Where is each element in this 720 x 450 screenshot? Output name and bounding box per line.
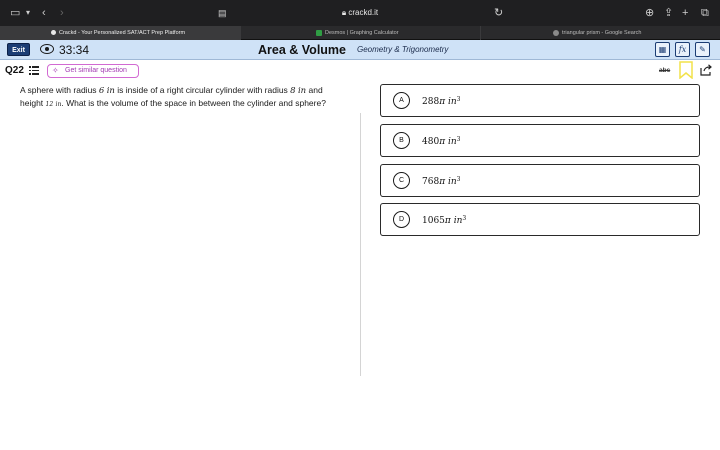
timer: 33:34	[59, 43, 90, 57]
choice-letter: A	[393, 92, 410, 109]
question-number: Q22	[5, 65, 24, 76]
share-browser-icon[interactable]: ⇪	[664, 7, 674, 19]
share-icon[interactable]	[700, 64, 712, 76]
page-title: Area & Volume	[258, 43, 346, 57]
google-icon	[553, 30, 559, 36]
unit: in	[447, 177, 457, 187]
unit: in	[297, 86, 307, 96]
coef: 768	[422, 177, 440, 187]
sparkle-icon: ✧	[52, 66, 59, 75]
exponent: 3	[462, 215, 467, 222]
unit: in	[447, 97, 457, 107]
tab-label: Desmos | Graphing Calculator	[325, 30, 399, 36]
choice-d[interactable]	[380, 203, 700, 236]
question-part: A sphere with radius	[20, 85, 99, 95]
unit: in	[453, 216, 463, 226]
subject-label: Geometry & Trigonometry	[357, 45, 449, 54]
crackd-icon	[51, 30, 56, 35]
tab-crackd[interactable]	[0, 26, 240, 40]
coef: 480	[422, 137, 440, 147]
coef: 1065	[422, 216, 445, 226]
choice-letter: B	[393, 132, 410, 149]
choice-b[interactable]	[380, 124, 700, 157]
back-icon[interactable]: ‹	[42, 7, 46, 19]
exponent: 3	[456, 136, 461, 143]
forward-icon[interactable]: ›	[60, 7, 64, 19]
tab-label: Crackd - Your Personalized SAT/ACT Prep Platform	[59, 30, 186, 36]
question-text	[20, 84, 340, 111]
choice-c[interactable]	[380, 164, 700, 197]
choice-value: 1065π $in^3$	[422, 215, 467, 226]
choice-value: 480π $in^3$	[422, 136, 461, 147]
address-bar[interactable]	[300, 5, 420, 21]
exponent: 3	[456, 176, 461, 183]
tab-overview-icon[interactable]: ⧉	[701, 7, 709, 19]
tab-label: triangular prism - Google Search	[562, 30, 642, 36]
sphere-radius: 6	[98, 86, 105, 96]
unit: in	[106, 86, 115, 96]
choice-letter: D	[393, 211, 410, 228]
list-icon[interactable]	[29, 66, 39, 75]
coef: 288	[422, 97, 440, 107]
notes-icon[interactable]: ✎	[695, 42, 710, 57]
cylinder-height: 12	[45, 101, 54, 108]
pane-divider[interactable]	[360, 113, 361, 376]
tab-desmos[interactable]	[240, 26, 480, 40]
choice-value: 288π $in^3$	[422, 96, 461, 107]
bookmark-icon[interactable]	[679, 61, 693, 79]
reload-icon[interactable]: ↻	[494, 7, 504, 19]
app-header	[0, 40, 720, 60]
download-icon[interactable]: ⊕	[645, 7, 655, 19]
get-similar-question-button[interactable]	[47, 64, 139, 78]
formula-icon[interactable]: fx	[675, 42, 690, 57]
similar-label: Get similar question	[65, 67, 127, 74]
calculator-icon[interactable]: ▦	[655, 42, 670, 57]
unit: in	[447, 137, 457, 147]
exit-button[interactable]: Exit	[7, 43, 30, 56]
lock-icon: 🔒︎	[341, 8, 347, 17]
question-part: and height	[20, 85, 323, 108]
cylinder-radius: 8	[290, 86, 296, 96]
eye-icon[interactable]	[40, 44, 54, 54]
unit: in	[55, 101, 62, 108]
exponent: 3	[456, 96, 461, 103]
url-text: crackd.it	[348, 8, 379, 17]
new-tab-icon[interactable]: +	[682, 7, 689, 19]
chevron-down-icon[interactable]: ▾	[26, 8, 31, 17]
desmos-icon	[316, 30, 322, 36]
browser-toolbar	[0, 0, 720, 26]
tab-google[interactable]	[480, 26, 720, 40]
choice-value: 768π $in^3$	[422, 176, 461, 187]
sidebar-icon[interactable]: ▭	[10, 7, 21, 19]
choice-a[interactable]	[380, 84, 700, 117]
strikethrough-toggle[interactable]: abc	[659, 67, 671, 74]
tab-bar	[0, 26, 720, 40]
question-part: is inside of a right circular cylinder with radius	[114, 85, 291, 95]
reader-icon[interactable]: ▤	[218, 8, 227, 18]
question-part: . What is the volume of the space in between the cylinder and sphere?	[61, 98, 326, 108]
choice-letter: C	[393, 172, 410, 189]
